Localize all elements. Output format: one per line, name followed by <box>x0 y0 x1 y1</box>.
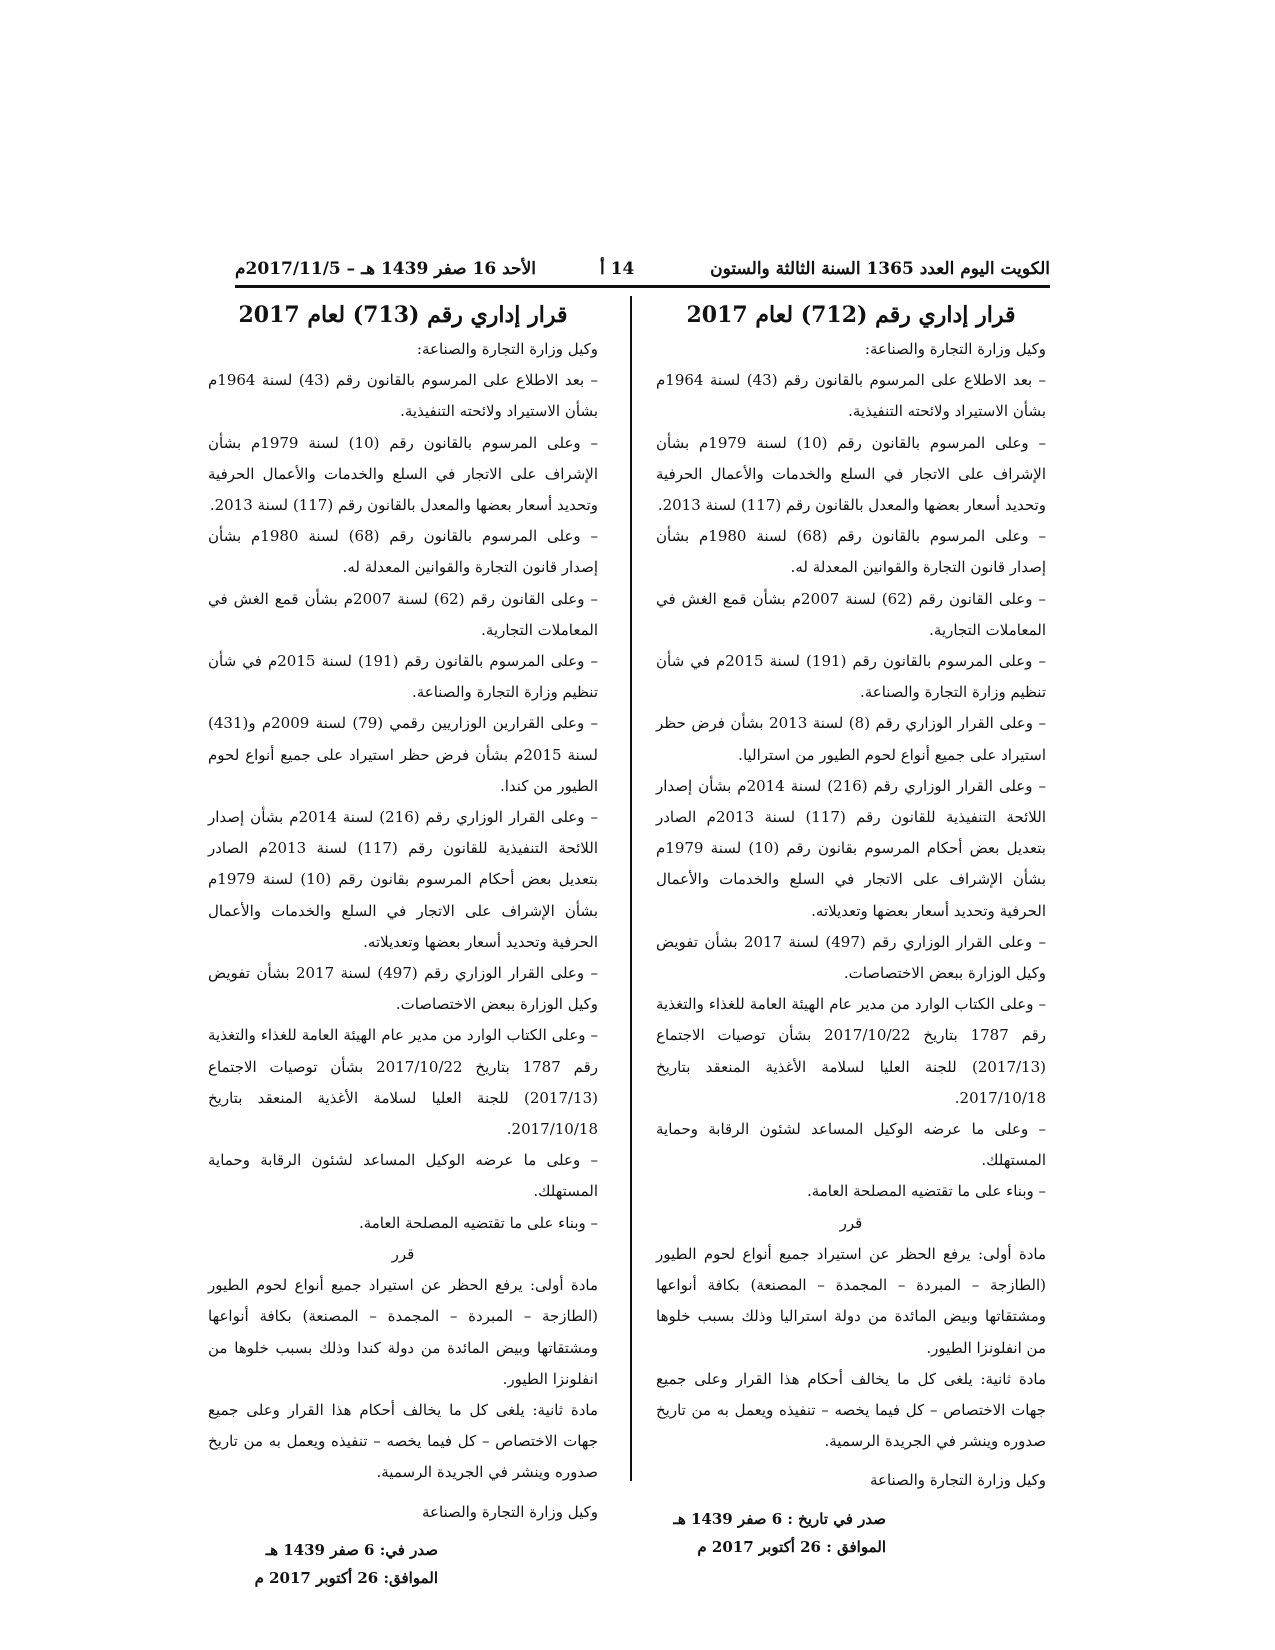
preamble-item: – وعلى المرسوم بالقانون رقم (68) لسنة 1980م بشأن إصدار قانون التجارة والقوانين المعدلة له. <box>208 527 598 577</box>
preamble-item: – وعلى القرار الوزاري رقم (8) لسنة 2013 بشأن فرض حظر استيراد على جميع أنواع لحوم الطيور من استراليا. <box>656 714 1046 764</box>
preamble-item: – وعلى المرسوم بالقانون رقم (10) لسنة 1979م بشأن الإشراف على الاتجار في السلع والخدمات والأعمال الحرفية وتحديد أسعار بعضها والمعدل بالقانون رقم (117) لسنة 2013. <box>656 433 1046 515</box>
page-header <box>235 253 1050 283</box>
issue-date-gregorian: الموافق : 26 أكتوبر 2017 م <box>697 1537 886 1556</box>
signatory: وكيل وزارة التجارة والصناعة <box>421 1502 598 1521</box>
decided-heading: قرر <box>839 1213 863 1232</box>
preamble-item: – وعلى ما عرضه الوكيل المساعد لشئون الرقابة وحماية المستهلك. <box>208 1151 598 1201</box>
decision-title: قرار إداري رقم (713) لعام 2017 <box>238 302 568 328</box>
preamble-item: – وعلى القانون رقم (62) لسنة 2007م بشأن قمع الغش في المعاملات التجارية. <box>656 589 1046 639</box>
issue-date-gregorian: الموافق: 26 أكتوبر 2017 م <box>254 1568 438 1587</box>
preamble-item: – وعلى القرار الوزاري رقم (216) لسنة 2014م بشأن إصدار اللائحة التنفيذية للقانون رقم (117) لسنة 2013م الصادر بتعديل بعض أحكام المرسوم بقانون رقم (10) لسنة 1979م بشأن الإشراف على الاتجار في السلع والخدمات والأعمال الحرفية وتحديد أسعار بعضها وتعديلاته. <box>208 808 598 951</box>
preamble-item: – وعلى المرسوم بالقانون رقم (10) لسنة 1979م بشأن الإشراف على الاتجار في السلع والخدمات والأعمال الحرفية وتحديد أسعار بعضها والمعدل بالقانون رقم (117) لسنة 2013. <box>208 433 598 515</box>
issue-date-block <box>656 1505 1046 1561</box>
article-1: مادة أولى: يرفع الحظر عن استيراد جميع أنواع لحوم الطيور (الطازجة – المبردة – المجمدة – المصنعة) بكافة أنواعها ومشتقاتها وبيض المائدة من دولة استراليا وذلك بسبب خلوها من انفلونزا الطيور. <box>656 1244 1046 1357</box>
article-2: مادة ثانية: يلغى كل ما يخالف أحكام هذا القرار وعلى جميع جهات الاختصاص – كل فيما يخصه – تنفيذه ويعمل به من تاريخ صدوره وينشر في الجريدة الرسمية. <box>208 1400 598 1482</box>
preamble-item: – وعلى القرار الوزاري رقم (497) لسنة 2017 بشأن تفويض وكيل الوزارة ببعض الاختصاصات. <box>208 964 598 1014</box>
header-page-number: 14 أ <box>600 259 635 279</box>
preamble-item: – وعلى القرار الوزاري رقم (497) لسنة 2017 بشأن تفويض وكيل الوزارة ببعض الاختصاصات. <box>656 932 1046 983</box>
preamble-item: – وعلى القرارين الوزاريين رقمي (79) لسنة 2009م و(431) لسنة 2015م بشأن فرض حظر استيراد على جميع أنواع لحوم الطيور من كندا. <box>208 714 598 795</box>
preamble-item: – وعلى القانون رقم (62) لسنة 2007م بشأن قمع الغش في المعاملات التجارية. <box>208 589 598 639</box>
preamble-item: – وبناء على ما تقتضيه المصلحة العامة. <box>806 1182 1046 1201</box>
signatory: وكيل وزارة التجارة والصناعة <box>869 1471 1046 1490</box>
issue-date-block <box>208 1536 598 1592</box>
preamble-item: – بعد الاطلاع على المرسوم بالقانون رقم (43) لسنة 1964م بشأن الاستيراد ولائحته التنفيذية. <box>208 371 599 421</box>
article-1: مادة أولى: يرفع الحظر عن استيراد جميع أنواع لحوم الطيور (الطازجة – المبردة – المجمدة – المصنعة) بكافة أنواعها ومشتقاتها وبيض المائدة من دولة كندا وذلك بسبب خلوها من انفلونزا الطيور. <box>208 1276 598 1388</box>
issue-date-hijri: صدر في تاريخ : 6 صفر 1439 هـ <box>673 1509 886 1528</box>
decision-712 <box>656 298 1046 1561</box>
preamble-item: – وعلى الكتاب الوارد من مدير عام الهيئة العامة للغذاء والتغذية رقم 1787 بتاريخ 2017/10/22 بشأن توصيات الاجتماع (2017/13) للجنة العليا لسلامة الأغذية المنعقد بتاريخ 2017/10/18. <box>208 1026 598 1139</box>
preamble-item: – وعلى المرسوم بالقانون رقم (191) لسنة 2015م في شأن تنظيم وزارة التجارة والصناعة. <box>656 652 1046 702</box>
header-rule <box>235 285 1050 288</box>
preamble-item: – وعلى المرسوم بالقانون رقم (191) لسنة 2015م في شأن تنظيم وزارة التجارة والصناعة. <box>208 652 598 702</box>
decided-heading: قرر <box>391 1244 415 1263</box>
preamble-item: – وبناء على ما تقتضيه المصلحة العامة. <box>358 1213 598 1232</box>
decision-title: قرار إداري رقم (712) لعام 2017 <box>686 302 1016 328</box>
header-publication: الكويت اليوم العدد 1365 السنة الثالثة والستون <box>710 259 1050 279</box>
preamble-item: – وعلى القرار الوزاري رقم (216) لسنة 2014م بشأن إصدار اللائحة التنفيذية للقانون رقم (117) لسنة 2013م الصادر بتعديل بعض أحكام المرسوم بقانون رقم (10) لسنة 1979م بشأن الإشراف على الاتجار في السلع والخدمات والأعمال الحرفية وتحديد أسعار بعضها وتعديلاته. <box>656 776 1046 920</box>
preamble-item: – وعلى المرسوم بالقانون رقم (68) لسنة 1980م بشأن إصدار قانون التجارة والقوانين المعدلة له. <box>656 527 1046 577</box>
column-divider <box>630 296 632 1481</box>
issue-date-hijri: صدر في: 6 صفر 1439 هـ <box>265 1540 438 1559</box>
header-date: الأحد 16 صفر 1439 هـ – 2017/11/5م <box>235 259 536 279</box>
preamble-item: – وعلى الكتاب الوارد من مدير عام الهيئة العامة للغذاء والتغذية رقم 1787 بتاريخ 2017/10/22 بشأن توصيات الاجتماع (2017/13) للجنة العليا لسلامة الأغذية المنعقد بتاريخ 2017/10/18. <box>656 995 1046 1107</box>
article-2: مادة ثانية: يلغى كل ما يخالف أحكام هذا القرار وعلى جميع جهات الاختصاص – كل فيما يخصه – تنفيذه ويعمل به من تاريخ صدوره وينشر في الجريدة الرسمية. <box>656 1369 1046 1451</box>
decision-issuer: وكيل وزارة التجارة والصناعة: <box>864 340 1046 358</box>
preamble-item: – وعلى ما عرضه الوكيل المساعد لشئون الرقابة وحماية المستهلك. <box>656 1120 1046 1170</box>
decision-713 <box>208 298 598 1592</box>
preamble-item: – بعد الاطلاع على المرسوم بالقانون رقم (43) لسنة 1964م بشأن الاستيراد ولائحته التنفيذية. <box>656 371 1047 421</box>
decision-issuer: وكيل وزارة التجارة والصناعة: <box>416 340 598 358</box>
